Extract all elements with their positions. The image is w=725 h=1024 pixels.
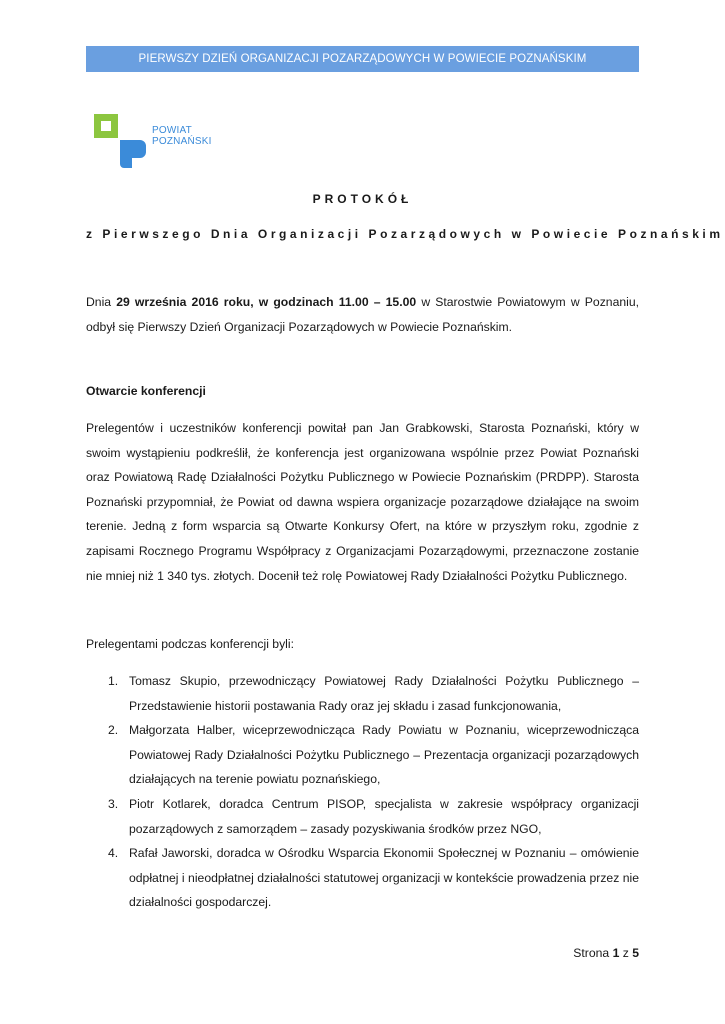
list-item xyxy=(86,669,639,718)
list-number: 4. xyxy=(108,846,119,861)
page-footer xyxy=(573,946,639,960)
document-subtitle: z Pierwszego Dnia Organizacji Pozarządowych w Powiecie Poznańskim xyxy=(86,227,724,241)
list-item xyxy=(86,718,639,792)
header-title: PIERWSZY DZIEŃ ORGANIZACJI POZARZĄDOWYCH W POWIECIE POZNAŃSKIM xyxy=(138,53,587,65)
logo-mark-icon xyxy=(94,114,146,168)
logo-line-2: POZNAŃSKI xyxy=(152,136,212,147)
intro-text-start: Dnia xyxy=(86,295,117,309)
list-text: Małgorzata Halber, wiceprzewodnicząca Rady Powiatu w Poznaniu, wiceprzewodnicząca Powiatowej Rady Działalności Pożytku Publicznego – Prezentacja organizacji pozarządowych działających na terenie powiatu poznańskiego, xyxy=(129,723,639,787)
list-item xyxy=(86,841,639,915)
list-item xyxy=(86,792,639,841)
logo-text xyxy=(152,125,212,147)
document-title: PROTOKÓŁ xyxy=(312,192,413,206)
list-number: 3. xyxy=(108,796,119,811)
intro-text-end: w Starostwie Powiatowym w Poznaniu, odbył się Pierwszy Dzień Organizacji Pozarządowych w Powiecie Poznańskim. xyxy=(86,295,640,334)
running-header xyxy=(86,46,639,72)
opening-paragraph: Prelegentów i uczestników konferencji powitał pan Jan Grabkowski, Starosta Poznański, który w swoim wystąpieniu podkreślił, że konferencja jest organizowana wspólnie przez Powiat Poznański oraz Powiatową Radę Działalności Pożytku Publicznego w Powiecie Poznańskim (PRDPP). Starosta Poznański przypomniał, że Powiat od dawna wspiera organizacje pozarządowe działające na swoim terenie. Jedną z form wsparcia są Otwarte Konkursy Ofert, na które w przyszłym roku, zgodnie z zapisami Rocznego Programu Współpracy z Organizacjami Pozarządowymi, przeznaczone zostanie nie mniej niż 1 340 tys. złotych. Docenił też rolę Powiatowej Rady Działalności Pożytku Publicznego. xyxy=(86,421,639,583)
logo-line-1: POWIAT xyxy=(152,125,192,136)
list-number: 1. xyxy=(108,674,119,688)
speakers-list xyxy=(86,669,639,915)
list-text: Piotr Kotlarek, doradca Centrum PISOP, specjalista w zakresie współpracy organizacji pozarządowych z samorządem – zasady pozyskiwania środków przez NGO, xyxy=(129,796,639,836)
list-text: Tomasz Skupio, przewodniczący Powiatowej Rady Działalności Pożytku Publicznego – Przedstawienie historii postawania Rady oraz jej składu i zasad funkcjonowania, xyxy=(129,674,639,713)
list-number: 2. xyxy=(108,723,119,738)
intro-date: 29 września 2016 roku, w godzinach 11.00 – 15.00 xyxy=(116,295,417,309)
list-text: Rafał Jaworski, doradca w Ośrodku Wsparcia Ekonomii Społecznej w Poznaniu – omówienie odpłatnej i nieodpłatnej działalności statutowej organizacji w kontekście prowadzenia przez nie działalności gospodarczej. xyxy=(129,846,639,910)
footer-sep: z xyxy=(622,946,629,960)
powiat-logo xyxy=(94,114,224,168)
section-heading: Otwarcie konferencji xyxy=(86,384,206,398)
footer-page: 1 xyxy=(612,946,620,960)
footer-label: Strona xyxy=(573,946,610,960)
intro-paragraph xyxy=(86,290,639,339)
speakers-intro: Prelegentami podczas konferencji byli: xyxy=(86,637,294,651)
footer-total: 5 xyxy=(632,946,639,960)
